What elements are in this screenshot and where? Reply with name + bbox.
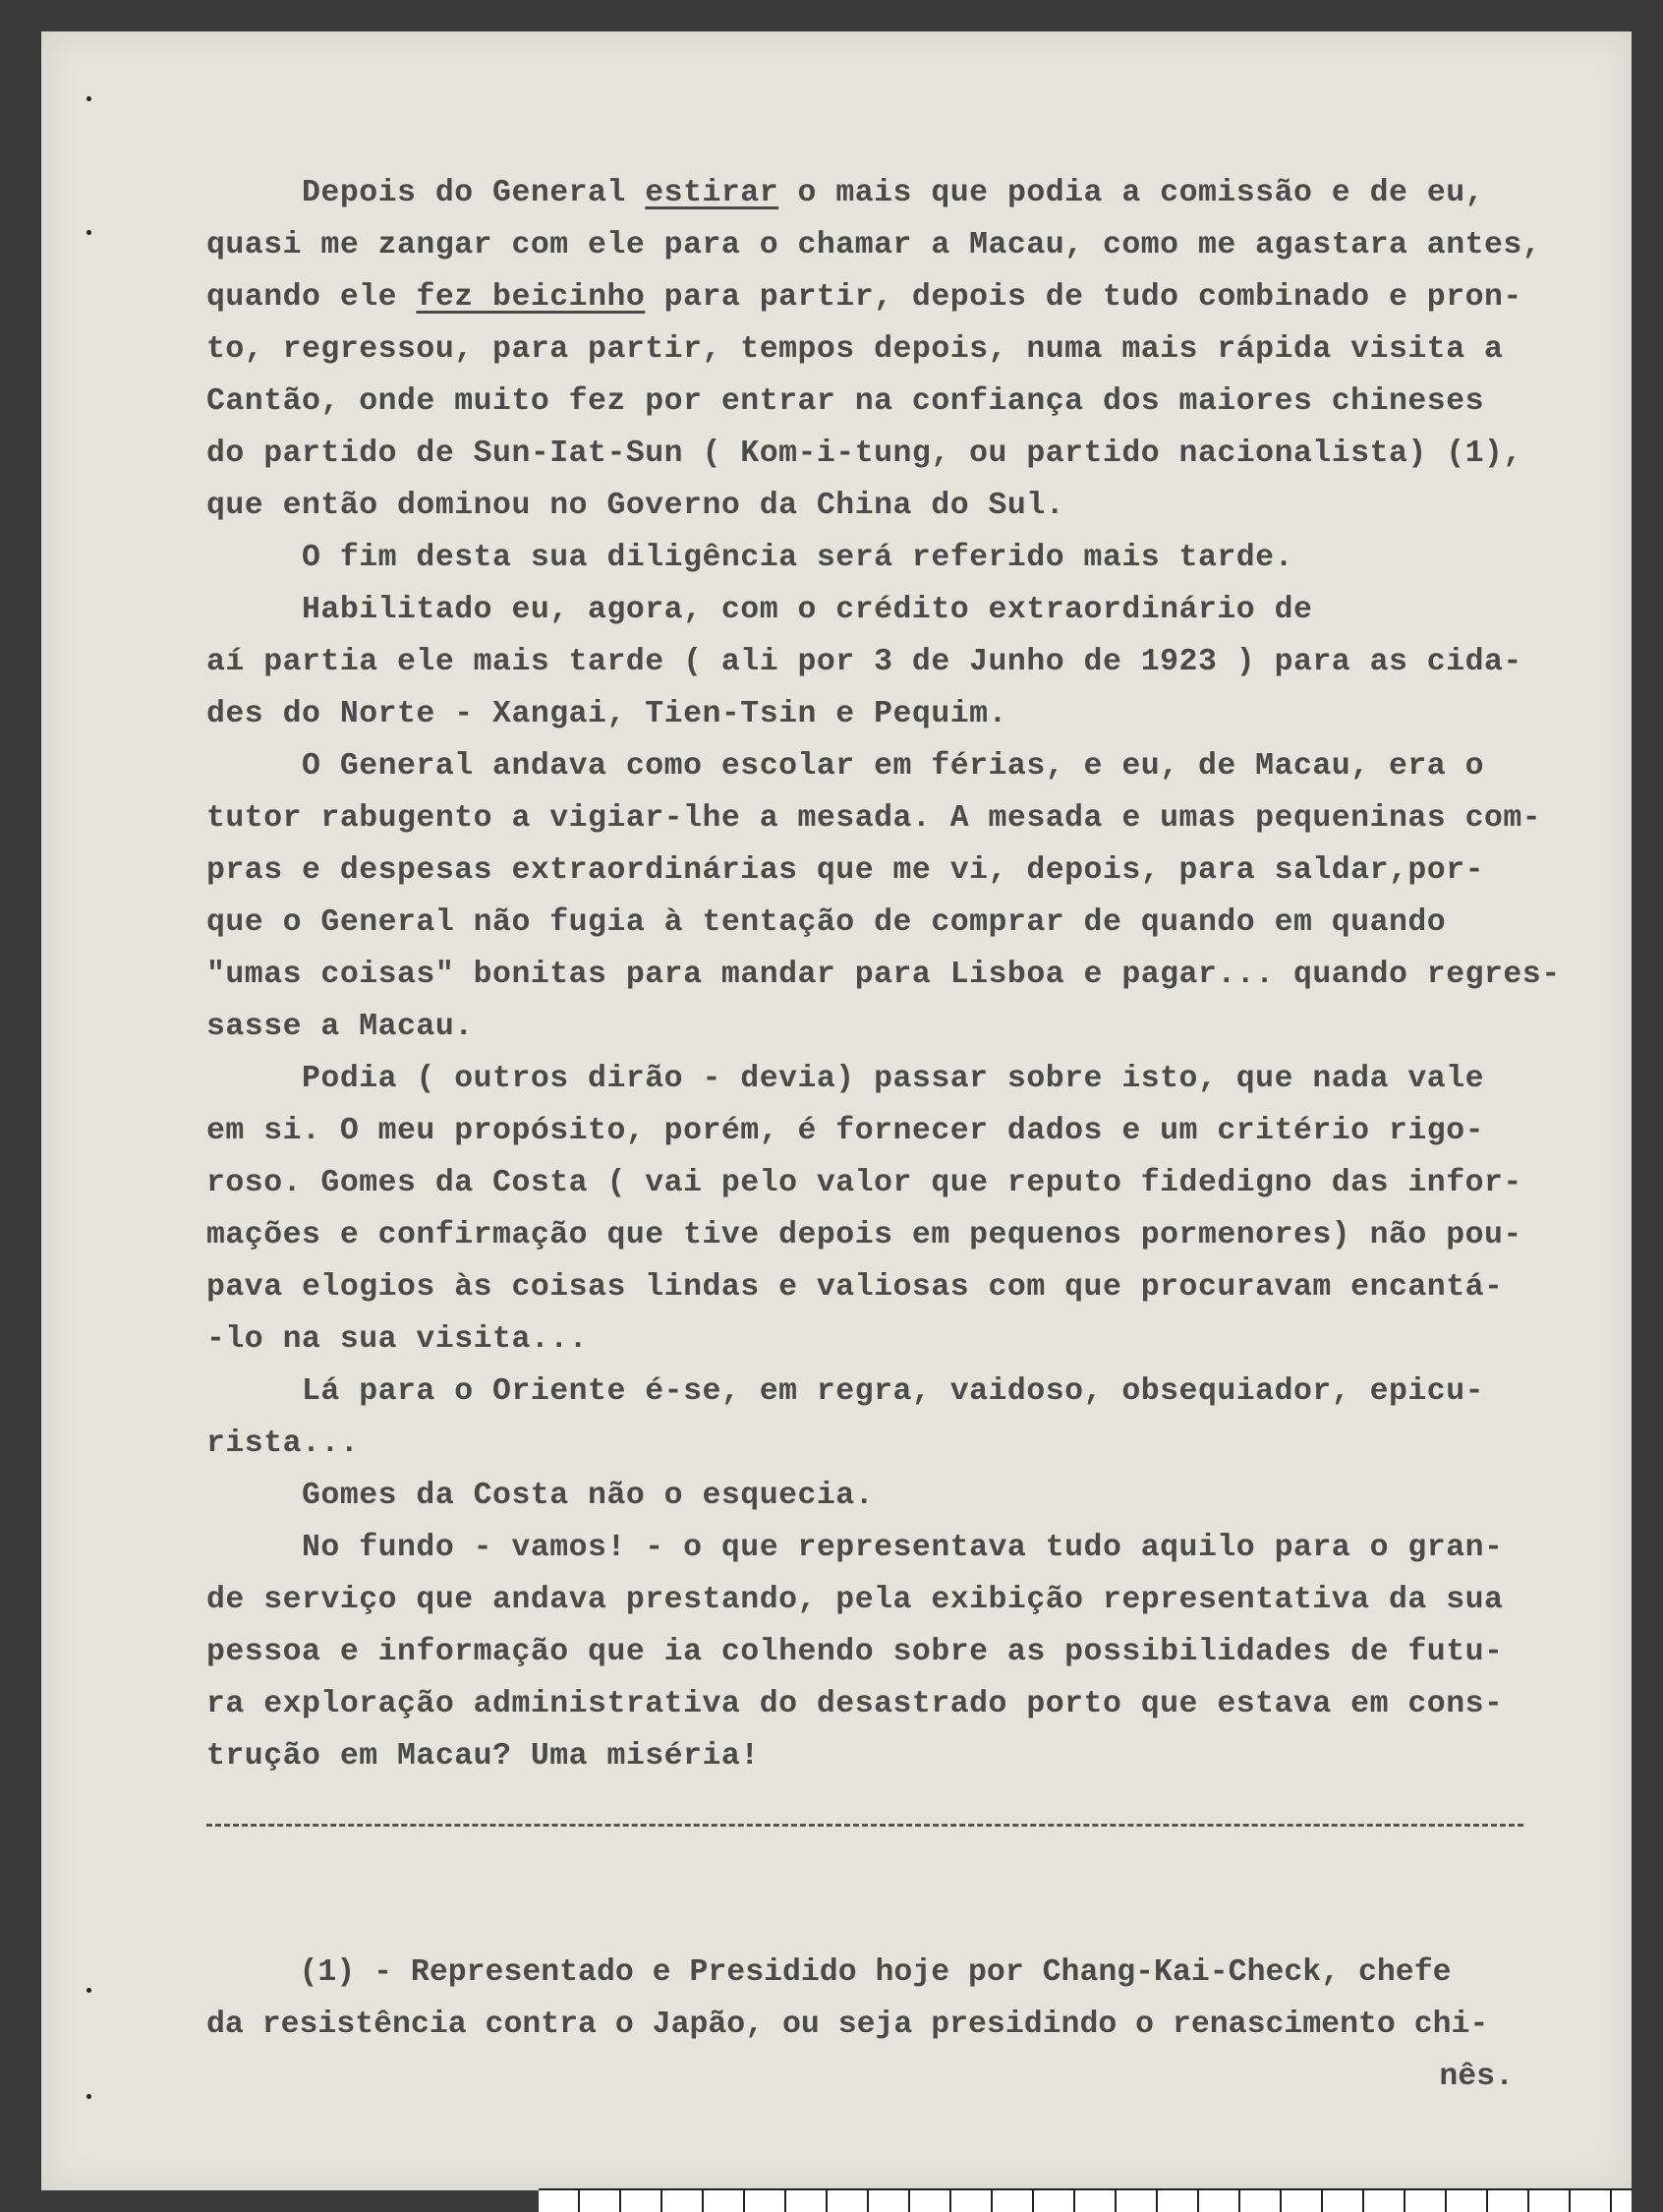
text-line: pessoa e informação que ia colhendo sobre as possibilidades de futu- — [206, 1635, 1504, 1669]
text-line: de serviço que andava prestando, pela exibição representativa da sua — [206, 1583, 1504, 1617]
text-line: Habilitado eu, agora, com o crédito extraordinário de — [206, 593, 1313, 627]
underlined-word: estirar — [645, 176, 779, 210]
text-line: pras e despesas extraordinárias que me vi, depois, para saldar,por- — [206, 853, 1485, 888]
text-line: O General andava como escolar em férias, e eu, de Macau, era o — [206, 749, 1485, 784]
text-line: rista... — [206, 1426, 360, 1461]
footnote-line: da resistência contra o Japão, ou seja presidindo o renascimento chi- — [206, 2008, 1489, 2042]
text-line: aí partia ele mais tarde ( ali por 3 de Junho de 1923 ) para as cida- — [206, 645, 1522, 679]
text-line: des do Norte - Xangai, Tien-Tsin e Pequim. — [206, 697, 1007, 731]
text-line: mações e confirmação que tive depois em pequenos pormenores) não pou- — [206, 1218, 1522, 1252]
margin-mark — [86, 1988, 91, 1993]
text-line: quasi me zangar com ele para o chamar a Macau, como me agastara antes, — [206, 228, 1542, 262]
margin-mark — [86, 2094, 91, 2099]
text-line: pava elogios às coisas lindas e valiosas com que procuravam encantá- — [206, 1270, 1504, 1305]
text-line: No fundo - vamos! - o que representava tudo aquilo para o gran- — [206, 1531, 1504, 1565]
text-line: to, regressou, para partir, tempos depois, numa mais rápida visita a — [206, 332, 1504, 367]
scan-ruler — [539, 2188, 1632, 2212]
text-line: roso. Gomes da Costa ( vai pelo valor que reputo fidedigno das infor- — [206, 1166, 1522, 1200]
text-line: O fim desta sua diligência será referido mais tarde. — [206, 541, 1293, 575]
text-line: Lá para o Oriente é-se, em regra, vaidoso, obsequiador, epicu- — [206, 1374, 1485, 1409]
margin-mark — [86, 230, 91, 235]
text-line: em si. O meu propósito, porém, é fornecer dados e um critério rigo- — [206, 1114, 1485, 1148]
text-line: que então dominou no Governo da China do Sul. — [206, 489, 1065, 523]
text-line: trução em Macau? Uma miséria! — [206, 1739, 760, 1774]
text-line: Depois do General estirar o mais que podia a comissão e de eu, — [302, 176, 1485, 210]
footnote-line: nês. — [1439, 2060, 1514, 2094]
text-line: ra exploração administrativa do desastrado porto que estava em cons- — [206, 1687, 1504, 1721]
margin-mark — [86, 96, 91, 101]
text-line: Podia ( outros dirão - devia) passar sobre isto, que nada vale — [206, 1062, 1485, 1096]
dashed-divider — [206, 1824, 1523, 1827]
text-line: -lo na sua visita... — [206, 1322, 589, 1357]
underlined-phrase: fez beicinho — [416, 280, 646, 315]
text-line: tutor rabugento a vigiar-lhe a mesada. A mesada e umas pequeninas com- — [206, 801, 1542, 836]
text-line: quando ele fez beicinho para partir, depois de tudo combinado e pron- — [206, 280, 1522, 315]
text-line: Cantão, onde muito fez por entrar na confiança dos maiores chineses — [206, 384, 1485, 419]
text-line: que o General não fugia à tentação de comprar de quando em quando — [206, 905, 1447, 940]
footnote — [206, 1947, 1573, 2103]
text-line: Gomes da Costa não o esquecia. — [206, 1479, 875, 1513]
text-line: sasse a Macau. — [206, 1010, 474, 1044]
text-line: do partido de Sun-Iat-Sun ( Kom-i-tung, ou partido nacionalista) (1), — [206, 437, 1522, 471]
body-text — [206, 167, 1573, 1782]
footnote-line: (1) - Representado e Presidido hoje por Chang-Kai-Check, chefe — [206, 1955, 1452, 1990]
text-line: "umas coisas" bonitas para mandar para Lisboa e pagar... quando regres- — [206, 958, 1561, 992]
